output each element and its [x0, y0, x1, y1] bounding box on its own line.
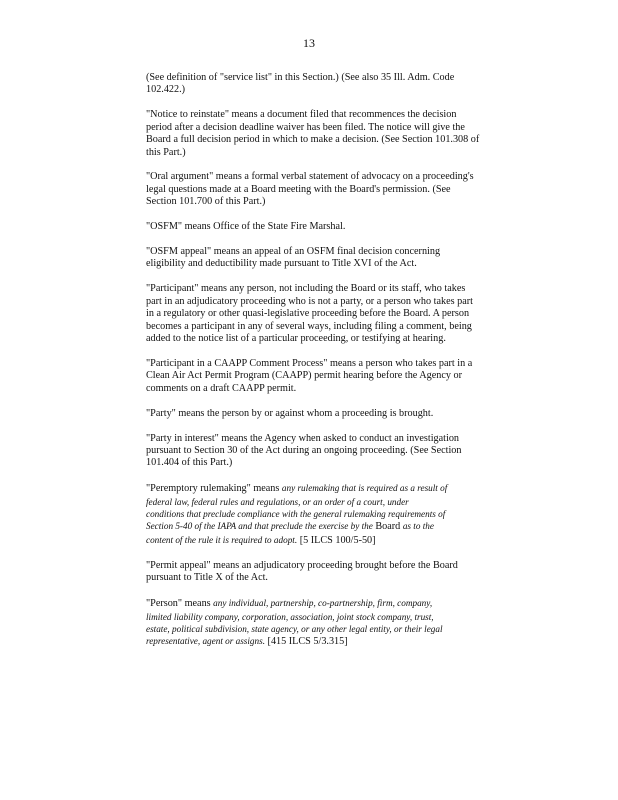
definition-person [146, 597, 532, 649]
statutory-quote: representative, agent or assigns. [146, 636, 265, 647]
text-line: 102.422.) [146, 84, 186, 96]
definition-notice-to-reinstate [146, 109, 532, 159]
board-word: Board [375, 521, 401, 533]
text-line: in a regulatory or other quasi-legislative proceeding before the Board. A person [146, 308, 470, 320]
text-line: "Party" means the person by or against whom a proceeding is brought. [146, 407, 434, 419]
text-line: pursuant to Title X of the Act. [146, 572, 268, 584]
text-line: (See definition of "service list" in this Section.) (See also 35 Ill. Adm. Code [146, 72, 455, 83]
text-line: part in an adjudicatory proceeding who is not a party, or a person who takes part [146, 295, 473, 307]
text-line: Clean Air Act Permit Program (CAAPP) permit hearing before the Agency or [146, 370, 463, 382]
text-line: "Party in interest" means the Agency when asked to conduct an investigation [146, 432, 460, 444]
text-line: eligibility and deductibility made pursuant to Title XVI of the Act. [146, 258, 417, 270]
definition-participant-caapp [146, 358, 532, 395]
statutory-quote: any rulemaking that is required as a result of [281, 483, 448, 494]
definition-participant [146, 283, 532, 345]
statutory-quote: Section 5-40 of the IAPA and that preclude the exercise by the [146, 521, 373, 532]
text-line: added to the notice list of a particular proceeding, or testifying at hearing. [146, 333, 446, 344]
statutory-quote: conditions that preclude compliance with the general rulemaking requirements of [146, 509, 446, 520]
text-line [146, 597, 532, 610]
citation: [415 ILCS 5/3.315] [267, 636, 348, 648]
text-line: legal questions made at a Board meeting with the Board's permission. (See [146, 183, 451, 195]
text-line: "Participant" means any person, not including the Board or its staff, who takes [146, 283, 466, 295]
text-line: this Part.) [146, 146, 186, 158]
statutory-quote: estate, political subdivision, state agency, or any other legal entity, or their legal [146, 623, 443, 634]
definition-party [146, 408, 532, 420]
text-line [146, 635, 532, 648]
text-line: "Participant in a CAAPP Comment Process" means a person who takes part in a [146, 357, 473, 369]
text-line: Section 101.700 of this Part.) [146, 196, 266, 208]
citation: [5 ILCS 100/5-50] [299, 534, 376, 546]
definition-lead: "Peremptory rulemaking" means [146, 483, 282, 495]
text-line: "Oral argument" means a formal verbal statement of advocacy on a proceeding's [146, 171, 474, 183]
definition-oral-argument [146, 171, 532, 208]
definition-osfm [146, 221, 532, 233]
text-line: becomes a participant in any of several ways, including filing a comment, being [146, 320, 472, 332]
text-line: Board a full decision period in which to make a decision. (See Section 101.308 of [146, 134, 480, 146]
text-line: "Permit appeal" means an adjudicatory proceeding brought before the Board [146, 559, 458, 571]
paragraph-service-list-ref [146, 72, 532, 97]
statutory-quote: limited liability company, corporation, association, joint stock company, trust, [146, 611, 434, 622]
definition-permit-appeal [146, 560, 532, 585]
page-number: 13 [303, 36, 315, 50]
text-line: comments on a draft CAAPP permit. [146, 382, 297, 394]
text-line: "OSFM appeal" means an appeal of an OSFM final decision concerning [146, 246, 441, 258]
statutory-quote: any individual, partnership, co-partnership, firm, company, [213, 598, 433, 609]
definition-osfm-appeal [146, 246, 532, 271]
text-line: period after a decision deadline waiver has been filed. The notice will give the [146, 121, 465, 133]
text-line: "Notice to reinstate" means a document filed that recommences the decision [146, 109, 457, 121]
statutory-quote: content of the rule it is required to adopt. [146, 534, 298, 545]
definition-lead: "Person" means [146, 598, 214, 610]
statutory-quote: as to the [402, 521, 434, 532]
definition-party-in-interest [146, 433, 532, 470]
text-line: 101.404 of this Part.) [146, 457, 233, 469]
text-line [146, 520, 532, 533]
text-line [146, 534, 532, 547]
definition-peremptory-rulemaking [146, 482, 532, 547]
text-line [146, 482, 532, 495]
text-line: pursuant to Section 30 of the Act during an ongoing proceeding. (See Section [146, 444, 462, 456]
statutory-quote: federal law, federal rules and regulations, or an order of a court, under [146, 496, 409, 507]
definitions-body [146, 72, 532, 661]
text-line: "OSFM" means Office of the State Fire Marshal. [146, 221, 346, 233]
